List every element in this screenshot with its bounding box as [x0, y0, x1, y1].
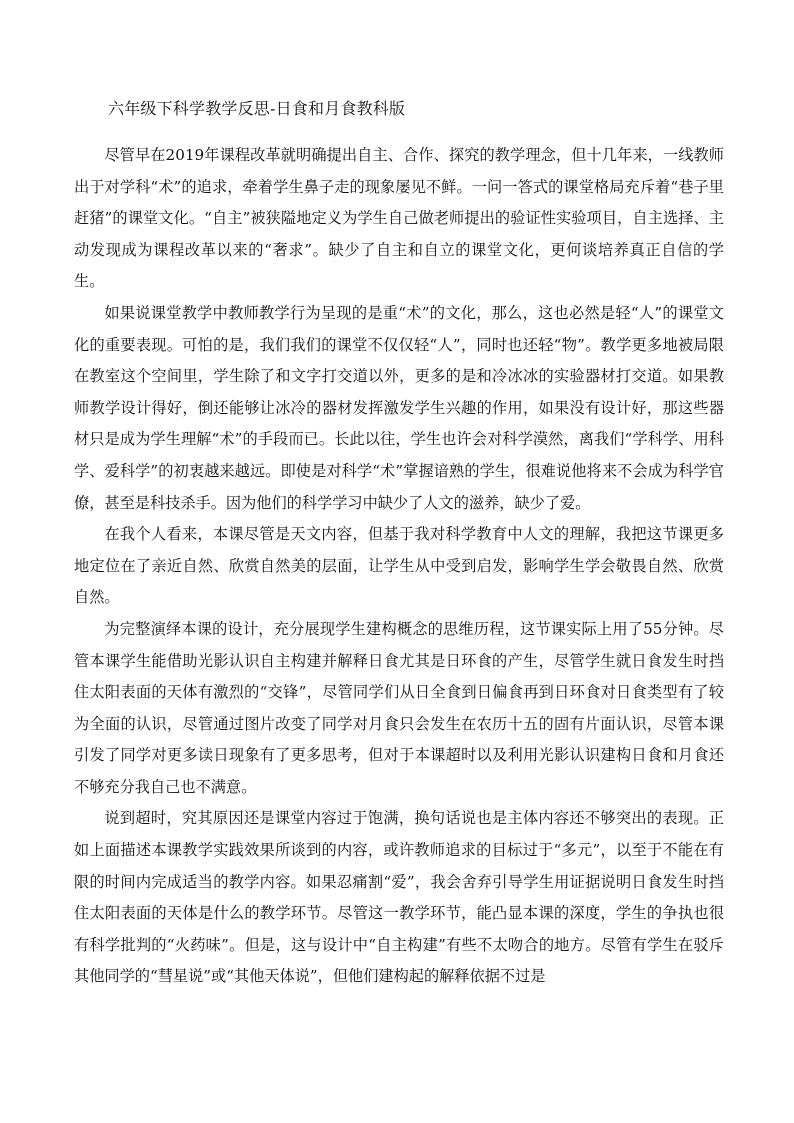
paragraph-4: 为完整演绎本课的设计，充分展现学生建构概念的思维历程，这节课实际上用了55分钟。尽管本课学生能借助光影认识自主构建并解释日食尤其是日环食的产生，尽管学生就日食发生时挡住太阳表面的天体有激烈的“交锋”，尽管同学们从日全食到日偏食再到日环食对日食类型有了较为全面的认识，尽管通过图片改变了同学对月食只会发生在农历十五的固有片面认识，尽管本课引发了同学对更多读日现象有了更多思考，但对于本课超时以及利用光影认识建构日食和月食还不够充分我自己也不满意。	[74, 619, 724, 796]
paragraph-3: 在我个人看来，本课尽管是天文内容，但基于我对科学教育中人文的理解，我把这节课更多地定位在了亲近自然、欣赏自然美的层面，让学生从中受到启发，影响学生学会敬畏自然、欣赏自然。	[74, 525, 724, 607]
paragraph-2: 如果说课堂教学中教师教学行为呈现的是重“术”的文化，那么，这也必然是轻“人”的课堂文化的重要表现。可怕的是，我们我们的课堂不仅仅轻“人”，同时也还轻“物”。教学更多地被局限在教室这个空间里，学生除了和文字打交道以外，更多的是和冷冰冰的实验器材打交道。如果教师教学设计得好，倒还能够让冰冷的器材发挥激发学生兴趣的作用，如果没有设计好，那这些器材只是成为学生理解“术”的手段而已。长此以往，学生也许会对科学漠然，离我们“学科学、用科学、爱科学”的初衷越来越远。即使是对科学“术”掌握谙熟的学生，很难说他将来不会成为科学官僚，甚至是科技杀手。因为他们的科学学习中缺少了人文的滋养，缺少了爱。	[74, 303, 724, 512]
document-page	[74, 96, 724, 993]
document-title: 六年级下科学教学反思-日食和月食教科版	[108, 99, 406, 118]
paragraph-1: 尽管早在2019年课程改革就明确提出自主、合作、探究的教学理念，但十几年来，一线教师出于对学科“术”的追求，牵着学生鼻子走的现象屡见不鲜。一问一答式的课堂格局充斥着“巷子里赶猪”的课堂文化。“自主”被狭隘地定义为学生自己做老师提出的验证性实验项目，自主选择、主动发现成为课程改革以来的“奢求”。缺少了自主和自立的课堂文化，更何谈培养真正自信的学生。	[74, 146, 724, 291]
paragraph-5: 说到超时，究其原因还是课堂内容过于饱满，换句话说也是主体内容还不够突出的表现。正如上面描述本课教学实践效果所谈到的内容，或许教师追求的目标过于“多元”，以至于不能在有限的时间内完成适当的教学内容。如果忍痛割“爱”，我会舍弃引导学生用证据说明日食发生时挡住太阳表面的天体是什么的教学环节。尽管这一教学环节，能凸显本课的深度，学生的争执也很有科学批判的“火药味”。但是，这与设计中“自主构建”有些不太吻合的地方。尽管有学生在驳斥其他同学的“彗星说”或“其他天体说”，但他们建构起的解释依据不过是	[74, 809, 724, 986]
